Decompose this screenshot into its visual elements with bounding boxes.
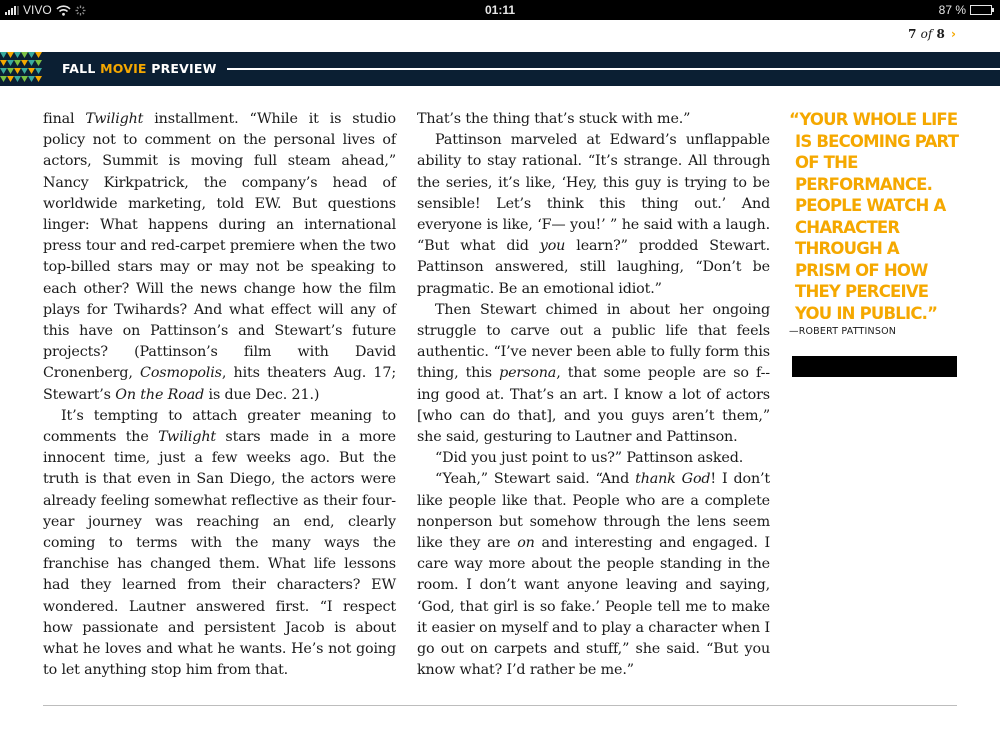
text-run: Then Stewart chimed in about her ongoing struggle to carve out a public life that feels authentic. “I’ve never been able to fully form this thing, this: [417, 301, 770, 382]
article-paragraph: [43, 109, 396, 406]
italic-title: on: [517, 535, 535, 552]
total-pages: 8: [936, 27, 945, 41]
text-run: ! I don’t like people like that. People who are a complete nonperson but somehow through the lens seem like they are: [417, 471, 771, 552]
text-run: is due Dec. 21.): [204, 386, 320, 403]
banner-rule: [227, 68, 1000, 70]
bottom-rule: [43, 705, 957, 706]
text-run: final: [43, 111, 86, 127]
article-paragraph: [417, 109, 770, 130]
status-bar: [0, 0, 1000, 20]
text-run: , that some people are so f--ing good at. That’s an art. I know a lot of actors [who can do that], and you guys aren’t them,” she said, gesturing to Lautner and Pattinson.: [417, 365, 770, 446]
section-title-suffix: PREVIEW: [151, 61, 217, 76]
chevron-right-icon[interactable]: ›: [951, 27, 956, 41]
text-run: , hits theaters Aug. 17; Stewart’s: [43, 365, 396, 403]
pull-quote-attribution: —ROBERT PATTINSON: [789, 326, 897, 337]
text-run: That’s the thing that’s stuck with me.”: [417, 111, 691, 127]
page-of-label: of: [920, 27, 933, 41]
italic-title: persona: [499, 365, 557, 382]
section-title-prefix: FALL: [62, 61, 96, 76]
text-run: and interesting and engaged. I care way more about the people standing in the room. I don’t want anyone leaving and saying, ‘God, that girl is so fake.’ People tell me to make it easier on myself and to play a character when I go out on carpets and stuff,” she said. “But you know what? I’d rather be me.”: [417, 535, 770, 679]
pull-quote: [789, 109, 959, 337]
text-run: stars made in a more innocent time, just a few weeks ago. But the truth is that even in San Diego, the actors were already feeling somewhat reflective as their four-year journey was reaching an end, clearly coming to terms with the many ways the franchise has changed them. What life lessons had they learned from their characters? EW wondered. Lautner answered first. “I respect how passionate and persistent Jacob is about what he loves and what he wants. He’s not going to let anything stop him from that.: [43, 429, 396, 679]
article-column-2: [417, 109, 770, 681]
status-right: [939, 3, 992, 17]
text-run: It’s tempting to attach greater meaning to comments the: [43, 407, 396, 446]
article-paragraph: [417, 130, 770, 300]
section-banner: [0, 52, 1000, 86]
article-paragraph: [417, 448, 770, 469]
section-title: [62, 52, 217, 86]
text-run: “Yeah,” Stewart said. “And: [435, 471, 636, 488]
italic-title: On the Road: [115, 386, 205, 403]
article-paragraph: [417, 469, 770, 681]
text-run: “Did you just point to us?” Pattinson asked.: [435, 450, 744, 467]
article-column-1: [43, 109, 396, 681]
battery-icon: [970, 5, 992, 15]
article-paragraph: [43, 406, 396, 682]
text-run: installment. “While it is studio policy not to comment on the personal lives of actors, Summit is moving full steam ahead,” Nancy Kirkpatrick, the company’s head of worldwide marketing, told EW. But questions linger: What happens during an international press tour and red-carpet premiere when the two top-billed stars may or may not be speaking to each other? Will the news change how the film plays for Twihards? And what effect will any of this have on Pattinson’s and Stewart’s future projects? (Pattinson’s film with David Cronenberg,: [43, 111, 396, 382]
italic-title: thank God: [635, 471, 711, 488]
italic-title: you: [539, 238, 566, 255]
redaction-bar: [792, 356, 957, 377]
current-page: 7: [908, 27, 917, 41]
page-counter[interactable]: [908, 27, 956, 41]
article-paragraph: [417, 300, 770, 448]
status-time: 01:11: [484, 3, 516, 17]
text-run: Pattinson marveled at Edward’s unflappable ability to stay rational. “It’s strange. All through the series, it’s like, ‘Hey, this guy is trying to be sensible! Let’s think this thing out.’ And everyone is like, ‘F— you!’ ” he said with a laugh. “But what did: [417, 132, 770, 255]
battery-percent: 87 %: [938, 3, 966, 17]
italic-title: Cosmopolis: [140, 365, 222, 382]
carrier-name: VIVO: [23, 3, 52, 17]
text-run: learn?” prodded Stewart. Pattinson answered, still laughing, “Don’t be pragmatic. Be an emotional idiot.”: [417, 238, 770, 297]
pull-quote-text: “YOUR WHOLE LIFE IS BECOMING PART OF THE PERFORMANCE. PEOPLE WATCH A CHARACTER THROUGH A PRISM OF HOW THEY PERCEIVE YOU IN PUBLIC.”: [789, 110, 959, 323]
italic-title: Twilight: [85, 111, 144, 127]
italic-title: Twilight: [158, 429, 216, 446]
section-title-accent: MOVIE: [100, 61, 147, 76]
triangle-pattern-logo: [0, 52, 44, 86]
